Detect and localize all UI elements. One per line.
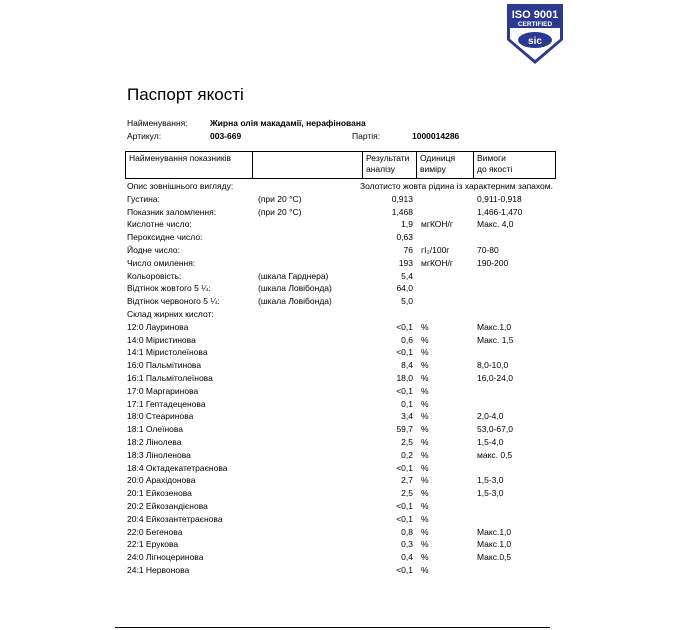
header-indicator-name: Найменування показників (126, 152, 253, 179)
indicator-value: 0,3 (401, 539, 413, 550)
indicator-unit: % (421, 449, 429, 460)
indicator-name: Йодне число: (127, 244, 180, 255)
indicator-name: 18:1 Олеїнова (127, 424, 184, 435)
table-row (0, 231, 680, 244)
table-row (0, 449, 680, 462)
table-row (0, 346, 680, 359)
indicator-name: 18:2 Лінолева (127, 436, 182, 447)
table-row (0, 410, 680, 423)
indicator-value: <0,1 (396, 385, 413, 396)
indicator-unit: мгКОН/г (421, 257, 454, 268)
indicator-unit: % (421, 513, 429, 524)
header-unit: Одиниця виміру (417, 152, 474, 179)
indicator-value: 0,2 (401, 449, 413, 460)
table-row (0, 295, 680, 308)
indicator-name: 18:3 Ліноленова (127, 449, 191, 460)
indicator-name: 24:1 Нервонова (127, 564, 190, 575)
table-row (0, 526, 680, 539)
header-results: Результати аналізу (363, 152, 417, 179)
indicator-value: 2,5 (401, 488, 413, 499)
indicator-unit: % (421, 347, 429, 358)
table-row (0, 308, 680, 321)
indicator-name: 22:0 Бегенова (127, 526, 183, 537)
indicator-unit: % (421, 372, 429, 383)
indicator-value: 2,5 (401, 436, 413, 447)
indicator-unit: % (421, 564, 429, 575)
indicator-name: 12:0 Лауринова (127, 321, 189, 332)
indicator-requirement: 2,0-4,0 (477, 411, 504, 422)
header-condition (253, 152, 363, 179)
indicator-unit: % (421, 462, 429, 473)
indicator-value: <0,1 (396, 513, 413, 524)
indicator-name: 17:1 Гептадеценова (127, 398, 206, 409)
indicator-unit: % (421, 436, 429, 447)
indicator-value: <0,1 (396, 462, 413, 473)
table-row (0, 513, 680, 526)
table-row (0, 487, 680, 500)
indicator-name: Пероксидне число: (127, 232, 203, 243)
indicator-value: <0,1 (396, 321, 413, 332)
indicator-name: 18:4 Октадекатетраєнова (127, 462, 228, 473)
indicator-requirement: Макс. 4,0 (477, 219, 514, 230)
indicator-unit: % (421, 385, 429, 396)
indicator-condition: (при 20 °C) (258, 193, 302, 204)
indicator-name: 20:0 Арахідонова (127, 475, 196, 486)
table-row (0, 218, 680, 231)
article-label: Артикул: (127, 131, 162, 141)
indicator-requirement: 1,466-1,470 (477, 206, 523, 217)
table-row (0, 334, 680, 347)
indicator-unit: % (421, 539, 429, 550)
indicator-requirement: Макс.1,0 (477, 526, 512, 537)
indicator-requirement: 53,0-67,0 (477, 424, 513, 435)
indicator-requirement: 1,5-3,0 (477, 475, 504, 486)
indicator-value: 3,4 (401, 411, 413, 422)
indicator-unit: % (421, 488, 429, 499)
indicator-name: 17:0 Маргаринова (127, 385, 199, 396)
indicator-value: 8,4 (401, 360, 413, 371)
indicator-requirement: 190-200 (477, 257, 509, 268)
table-row (0, 180, 680, 193)
indicator-requirement: Макс.0,5 (477, 552, 512, 563)
table-row (0, 385, 680, 398)
indicator-requirement: 70-80 (477, 244, 499, 255)
indicator-list (0, 180, 680, 577)
indicator-requirement: 0,911-0,918 (477, 193, 522, 204)
indicator-requirement: 16,0-24,0 (477, 372, 513, 383)
table-row (0, 564, 680, 577)
indicator-unit: % (421, 411, 429, 422)
table-row (0, 244, 680, 257)
logo-sic-text: sic (528, 36, 542, 47)
indicator-description: Золотисто жовта рідина із характерним запахом. (359, 181, 553, 191)
indicator-value: 1,468 (391, 206, 413, 217)
batch-label: Партія: (352, 131, 381, 141)
name-label: Найменування: (127, 118, 188, 128)
indicator-name: Кислотне число: (127, 219, 192, 230)
indicator-unit: % (421, 424, 429, 435)
table-row (0, 359, 680, 372)
logo-iso-text: ISO 9001 (511, 9, 559, 21)
indicator-name: Число омилення: (127, 257, 196, 268)
indicator-unit: гІ₂/100г (421, 244, 450, 255)
table-row (0, 193, 680, 206)
indicator-value: 0,4 (401, 552, 413, 563)
header-requirements: Вимоги до якості (474, 152, 556, 179)
indicator-unit: % (421, 321, 429, 332)
indicator-value: 193 (398, 257, 413, 268)
table-row (0, 423, 680, 436)
indicator-name: 20:2 Ейкозандієнова (127, 500, 208, 511)
indicator-name: Кольоровість: (127, 270, 182, 281)
iso-certified-logo (505, 2, 565, 66)
table-row (0, 551, 680, 564)
indicator-requirement: 1,5-4,0 (477, 436, 504, 447)
indicator-unit: % (421, 334, 429, 345)
indicator-unit: мгКОН/г (421, 219, 454, 230)
indicator-unit: % (421, 500, 429, 511)
indicator-name: Відтінок червоного 5 ¼: (127, 296, 220, 307)
table-row (0, 270, 680, 283)
indicator-name: 20:1 Ейкозенова (127, 488, 192, 499)
indicator-unit: % (421, 552, 429, 563)
table-row (0, 436, 680, 449)
table-row (0, 257, 680, 270)
indicator-value: 2,7 (401, 475, 413, 486)
indicator-value: 0,913 (391, 193, 413, 204)
indicator-requirement: Макс. 1,5 (477, 334, 514, 345)
indicator-value: 5,4 (401, 270, 413, 281)
indicator-value: 59,7 (396, 424, 413, 435)
indicator-requirement: 1,5-3,0 (477, 488, 504, 499)
table-row (0, 398, 680, 411)
table-row (0, 206, 680, 219)
footer-divider (115, 627, 550, 628)
indicator-name: 14:0 Міристинова (127, 334, 196, 345)
indicator-name: Опис зовнішнього вигляду: (127, 181, 234, 191)
table-row (0, 462, 680, 475)
indicator-value: <0,1 (396, 500, 413, 511)
table-row (0, 500, 680, 513)
table-row (0, 372, 680, 385)
indicator-value: 64,0 (396, 283, 413, 294)
indicator-name: 16:1 Пальмітолеїнова (127, 372, 213, 383)
indicator-unit: % (421, 398, 429, 409)
indicator-value: 76 (403, 244, 413, 255)
indicator-value: 0,8 (401, 526, 413, 537)
indicator-value: 18,0 (396, 372, 413, 383)
indicator-name: Відтінок жовтого 5 ¼: (127, 283, 211, 294)
page-title: Паспорт якості (127, 85, 244, 104)
indicator-name: 16:0 Пальмітинова (127, 360, 202, 371)
indicator-name: 14:1 Міристолеїнова (127, 347, 208, 358)
indicator-name: 18:0 Стеаринова (127, 411, 194, 422)
indicator-condition: (шкала Ловібонда) (258, 296, 332, 307)
indicator-value: 0,6 (401, 334, 413, 345)
indicator-value: 1,9 (401, 219, 413, 230)
indicator-value: <0,1 (396, 347, 413, 358)
indicator-unit: % (421, 526, 429, 537)
indicator-value: 0,63 (396, 232, 413, 243)
indicator-value: 5,0 (401, 296, 413, 307)
indicator-condition: (при 20 °C) (258, 206, 302, 217)
indicator-value: 0,1 (401, 398, 413, 409)
table-row (0, 321, 680, 334)
article-value: 003-669 (210, 131, 242, 141)
indicator-name: 20:4 Ейкозантетраєнова (127, 513, 223, 524)
indicator-requirement: 8,0-10,0 (477, 360, 509, 371)
indicator-name: Показник заломлення: (127, 206, 217, 217)
indicator-requirement: макс. 0,5 (477, 449, 513, 460)
indicator-name: 22:1 Ерукова (127, 539, 179, 550)
indicator-name: Склад жирних кислот: (127, 308, 214, 319)
indicator-name: 24:0 Лігноцеринова (127, 552, 204, 563)
table-row (0, 282, 680, 295)
batch-value: 1000014286 (412, 131, 460, 141)
table-row (0, 538, 680, 551)
indicator-condition: (шкала Гарднера) (258, 270, 329, 281)
indicator-value: <0,1 (396, 564, 413, 575)
table-row (0, 474, 680, 487)
table-header (125, 151, 556, 179)
logo-certified-text: CERTIFIED (517, 21, 553, 28)
indicator-name: Густина: (127, 193, 160, 204)
indicator-requirement: Макс.1,0 (477, 321, 512, 332)
indicator-condition: (шкала Ловібонда) (258, 283, 332, 294)
indicator-unit: % (421, 360, 429, 371)
indicator-requirement: Макс.1,0 (477, 539, 512, 550)
name-value: Жирна олія макадамії, нерафінована (210, 118, 366, 128)
indicator-unit: % (421, 475, 429, 486)
